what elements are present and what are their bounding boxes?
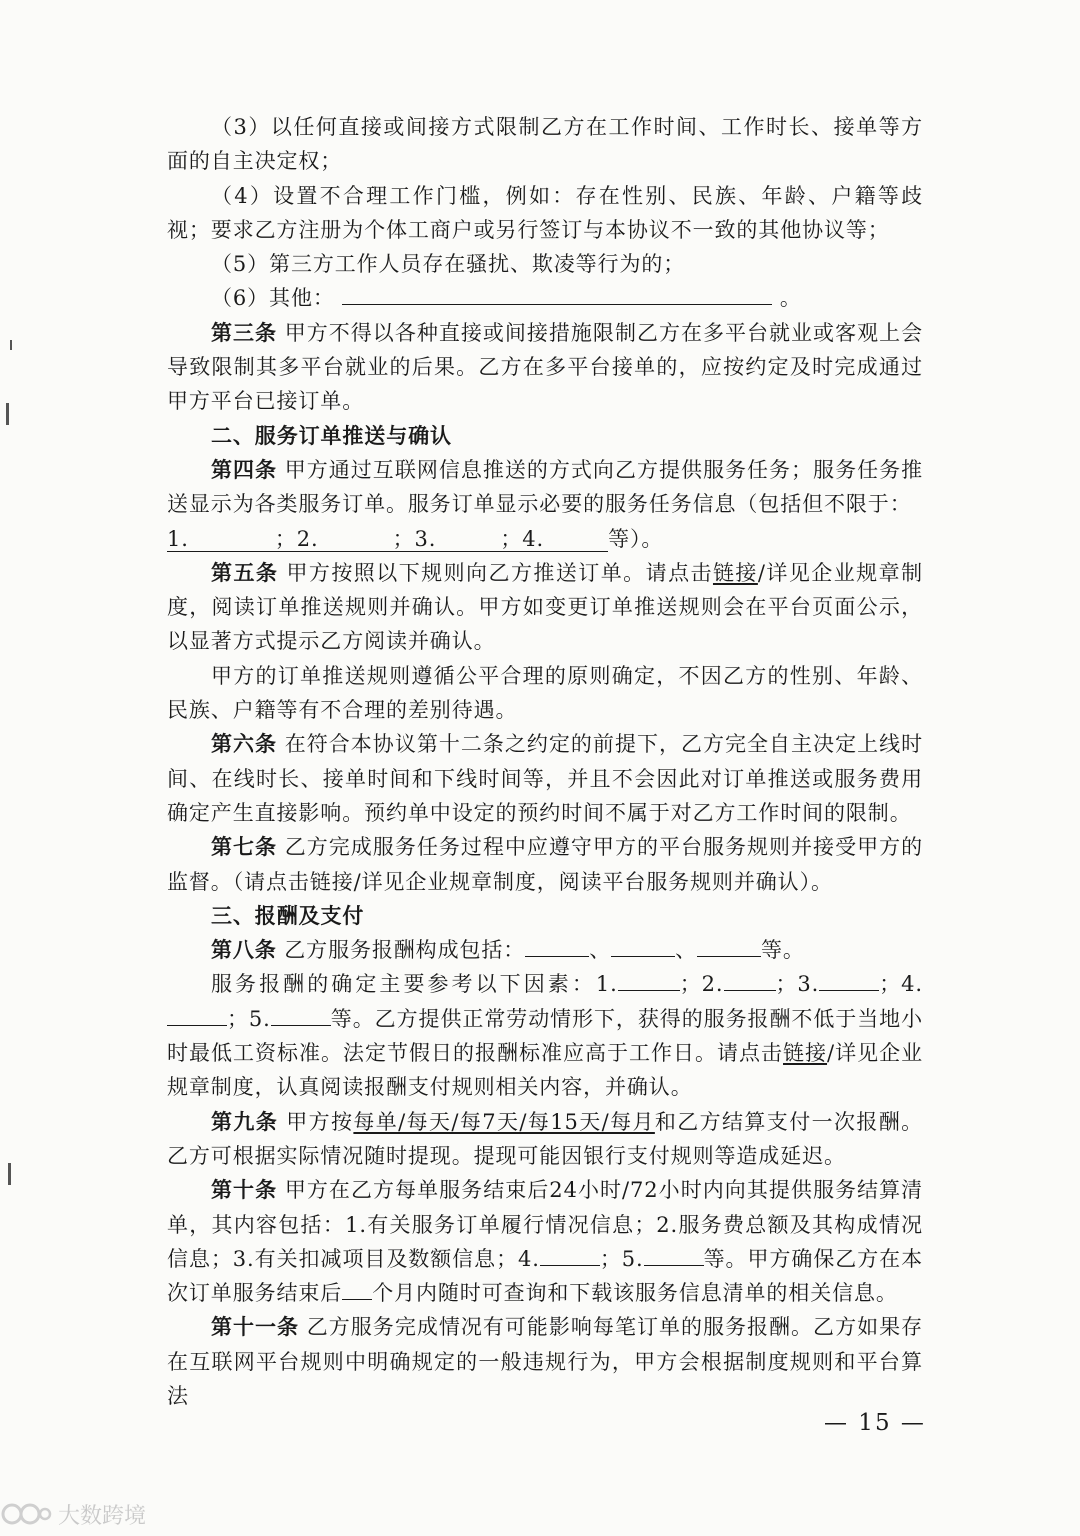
- blank-3[interactable]: [393, 527, 501, 552]
- article-3: [167, 316, 923, 419]
- section-3-title: 三、报酬及支付: [211, 903, 365, 928]
- item-5: （5）第三方工作人员存在骚扰、欺凌等行为的；: [211, 252, 686, 277]
- factors-text-c: ；3.: [775, 972, 820, 997]
- settlement-options[interactable]: 每单/每天/每7天/每15天/每月: [353, 1109, 655, 1134]
- statement-blank-4[interactable]: [540, 1247, 600, 1266]
- factor-blank-2[interactable]: [724, 972, 776, 991]
- watermark-logo-icon: [0, 1499, 52, 1529]
- months-blank[interactable]: [342, 1281, 372, 1300]
- blank-1[interactable]: [167, 527, 275, 552]
- blank-2-label: ；2.: [274, 526, 319, 551]
- blank-3-label: ；3.: [392, 526, 437, 551]
- blank-2[interactable]: [275, 527, 393, 552]
- factor-blank-5[interactable]: [271, 1007, 331, 1026]
- item-6: [167, 281, 923, 315]
- article-4: [167, 453, 923, 522]
- factors-text-b: ；2.: [679, 972, 724, 997]
- item-3: （3）以任何直接或间接方式限制乙方在工作时间、工作时长、接单等方面的自主决定权；: [167, 115, 923, 174]
- factor-blank-4[interactable]: [167, 1007, 227, 1026]
- item-4: （4）设置不合理工作门槛，例如：存在性别、民族、年龄、户籍等歧视；要求乙方注册为个体工商户或另行签订与本协议不一致的其他协议等；: [167, 183, 923, 242]
- watermark-text: 大数跨境: [58, 1503, 147, 1529]
- document-body: [167, 110, 923, 1413]
- article-11: [167, 1310, 923, 1413]
- pay-blank-3[interactable]: [697, 938, 761, 957]
- article-3-text: 甲方不得以各种直接或间接措施限制乙方在多平台就业或客观上会导致限制其多平台就业的后果。乙方在多平台接单的，应按约定及时完成通过甲方平台已接订单。: [167, 320, 924, 414]
- article-10-text-2: 等。甲方确保乙方在本次订单服务结束后: [167, 1246, 924, 1306]
- blank-1-label: 1.: [167, 526, 189, 551]
- watermark: [0, 1494, 146, 1534]
- article-4-heading: 第四条: [211, 457, 278, 482]
- factors-text-e: ；5.: [227, 1006, 271, 1031]
- factors-text-f: 等。乙方提供正常劳动情形下，获得的服务报酬不低于当地小时最低工资标准。法定节假日的报酬标准应高于工作日。请点击: [167, 1006, 923, 1066]
- pay-blank-1[interactable]: [525, 938, 589, 957]
- item-6-end: 。: [779, 286, 802, 311]
- scan-mark: [8, 1163, 11, 1185]
- factor-blank-3[interactable]: [819, 972, 879, 991]
- article-9: [167, 1105, 923, 1174]
- scan-mark: [6, 403, 9, 425]
- article-5-text-2: /详见企业规章制度，阅读订单推送规则并确认。甲方如变更订单推送规则会在平台页面公示，以显著方式提示乙方阅读并确认。: [167, 560, 923, 654]
- article-8-heading: 第八条: [211, 938, 277, 963]
- pay-blank-2[interactable]: [611, 938, 675, 957]
- article-7-heading: 第七条: [211, 835, 278, 860]
- factors-text-a: 服务报酬的确定主要参考以下因素：1.: [211, 972, 618, 997]
- article-8-link[interactable]: 链接: [783, 1041, 828, 1066]
- item-6-blank[interactable]: [342, 286, 772, 305]
- article-8-para-2: [167, 967, 923, 1104]
- article-8-sep-2: 、: [675, 938, 697, 963]
- article-5-para-2: 甲方的订单推送规则遵循公平合理的原则确定，不因乙方的性别、年龄、民族、户籍等有不合理的差别待遇。: [167, 663, 923, 723]
- article-8-text: 乙方服务报酬构成包括：: [284, 938, 526, 963]
- article-8-sep-1: 、: [589, 938, 612, 963]
- factors-text-d: ；4.: [879, 972, 923, 997]
- factors-text-g: /详见企业规章制度，认真阅读报酬支付规则相关内容，并确认。: [167, 1041, 924, 1100]
- article-7: [167, 830, 923, 899]
- article-9-text-2: 和乙方结算支付一次报酬。乙方可根据实际情况随时提现。提现可能因银行支付规则等造成延迟。: [167, 1109, 924, 1168]
- article-10-text-1: 甲方在乙方每单服务结束后24小时/72小时内向其提供服务结算清单，其内容包括：1.有关服务订单履行情况信息；2.服务费总额及其构成情况信息；3.有关扣减项目及数额信息；4.: [167, 1178, 924, 1271]
- article-4-blanks: [167, 522, 923, 556]
- article-10-heading: 第十条: [211, 1178, 278, 1203]
- article-11-text: 乙方服务完成情况有可能影响每笔订单的服务报酬。乙方如果存在互联网平台规则中明确规定的一般违规行为，甲方会根据制度规则和平台算法: [167, 1315, 924, 1408]
- article-6: [167, 727, 923, 830]
- article-8-end: 等。: [761, 938, 805, 963]
- article-4-text: 甲方通过互联网信息推送的方式向乙方提供服务任务；服务任务推送显示为各类服务订单。服务订单显示必要的服务任务信息（包括但不限于：: [167, 457, 924, 517]
- article-5-link[interactable]: 链接: [712, 560, 758, 585]
- article-10-text-3: 个月内随时可查询和下载该服务信息清单的相关信息。: [372, 1281, 898, 1306]
- article-4-end: 等）。: [608, 526, 664, 551]
- blank-4[interactable]: [500, 527, 608, 552]
- article-5-text-1: 甲方按照以下规则向乙方推送订单。请点击: [286, 560, 713, 585]
- item-6-label: （6）其他：: [211, 286, 335, 311]
- factor-blank-1[interactable]: [618, 972, 680, 991]
- article-6-text: 在符合本协议第十二条之约定的前提下，乙方完全自主决定上线时间、在线时长、接单时间和下线时间等，并且不会因此对订单推送或服务费用确定产生直接影响。预约单中设定的预约时间不属于对乙方工作时间的限制。: [167, 732, 924, 825]
- article-10: [167, 1173, 923, 1310]
- article-5-heading: 第五条: [211, 560, 279, 585]
- article-3-heading: 第三条: [211, 320, 278, 345]
- article-8: [167, 933, 923, 967]
- scan-mark: [10, 340, 12, 350]
- article-11-heading: 第十一条: [211, 1315, 300, 1340]
- article-10-b5: ；5.: [599, 1246, 644, 1271]
- section-2-title: 二、服务订单推送与确认: [211, 423, 452, 448]
- page-number: — 15 —: [824, 1410, 926, 1436]
- statement-blank-5[interactable]: [644, 1247, 704, 1266]
- article-5: [167, 556, 923, 659]
- article-6-heading: 第六条: [211, 732, 278, 757]
- article-7-text: 乙方完成服务任务过程中应遵守甲方的平台服务规则并接受甲方的监督。（请点击链接/详见企业规章制度，阅读平台服务规则并确认）。: [167, 835, 924, 894]
- article-9-heading: 第九条: [211, 1109, 279, 1134]
- article-9-text-1: 甲方按: [286, 1109, 354, 1134]
- blank-4-label: ；4.: [500, 526, 545, 551]
